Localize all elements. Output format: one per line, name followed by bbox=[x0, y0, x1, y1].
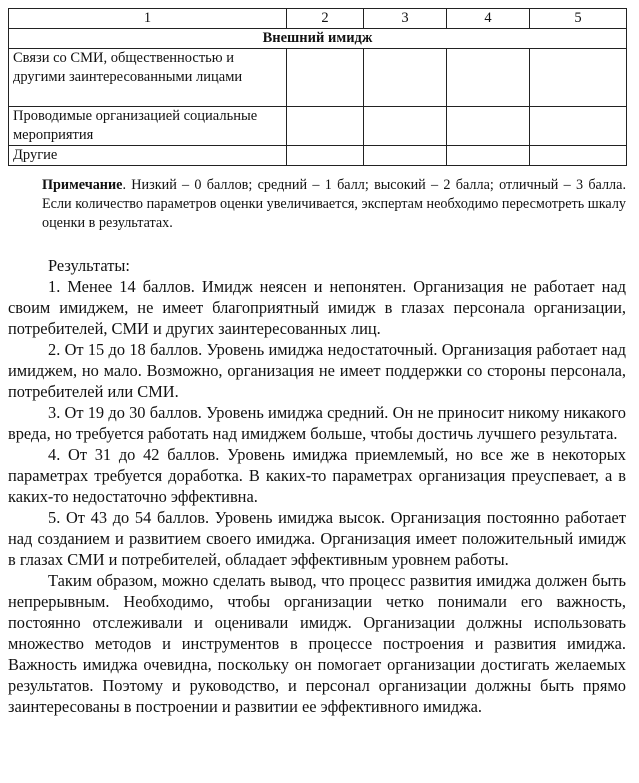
table-cell bbox=[364, 107, 447, 146]
evaluation-table bbox=[8, 8, 627, 166]
table-cell bbox=[447, 49, 530, 107]
results-heading: Результаты: bbox=[48, 256, 130, 275]
result-item: 5. От 43 до 54 баллов. Уровень имиджа высок. Организация постоянно работает над созданием и развитием своего имиджа. Организация имеет положительный имидж в глазах СМИ и потребителей, обладает эффективным уровнем работы. bbox=[8, 508, 626, 569]
table-row bbox=[9, 146, 627, 166]
note-text: . Низкий – 0 баллов; средний – 1 балл; высокий – 2 балла; отличный – 3 балла. Если количество параметров оценки увеличивается, экспертам необходимо пересмотреть шкалу оценки в результатах. bbox=[42, 177, 626, 231]
table-cell bbox=[447, 146, 530, 166]
table-cell bbox=[447, 107, 530, 146]
row-label: Проводимые организацией социальные мероприятия bbox=[9, 107, 287, 146]
row-label: Другие bbox=[9, 146, 287, 166]
table-row bbox=[9, 49, 627, 107]
column-header: 3 bbox=[364, 9, 447, 29]
row-label: Связи со СМИ, общественностью и другими заинтересованными лицами bbox=[9, 49, 287, 107]
table-cell bbox=[364, 146, 447, 166]
table-header-row bbox=[9, 9, 627, 29]
results-section bbox=[8, 255, 626, 717]
table-cell bbox=[287, 146, 364, 166]
column-header: 5 bbox=[530, 9, 627, 29]
document-page bbox=[8, 8, 626, 717]
table-section-row bbox=[9, 29, 627, 49]
table-cell bbox=[530, 49, 627, 107]
result-item: 2. От 15 до 18 баллов. Уровень имиджа недостаточный. Организация работает над имиджем, но мало. Возможно, организация не имеет поддержки со стороны персонала, потребителей или СМИ. bbox=[8, 340, 626, 401]
column-header: 2 bbox=[287, 9, 364, 29]
table-cell bbox=[364, 49, 447, 107]
table-note bbox=[8, 176, 626, 233]
section-title: Внешний имидж bbox=[9, 29, 627, 49]
table-row bbox=[9, 107, 627, 146]
table-cell bbox=[287, 107, 364, 146]
result-item: 3. От 19 до 30 баллов. Уровень имиджа средний. Он не приносит никому никакого вреда, но требуется работать над имиджем больше, чтобы достичь лучшего результата. bbox=[8, 403, 626, 443]
table-cell bbox=[530, 146, 627, 166]
table-cell bbox=[530, 107, 627, 146]
result-item: 1. Менее 14 баллов. Имидж неясен и непонятен. Организация не работает над своим имиджем, не имеет благоприятный имидж в глазах персонала организации, потребителей, СМИ и других заинтересованных лиц. bbox=[8, 277, 626, 338]
table-cell bbox=[287, 49, 364, 107]
column-header: 1 bbox=[9, 9, 287, 29]
result-item: 4. От 31 до 42 баллов. Уровень имиджа приемлемый, но все же в некоторых параметрах требуется доработка. В каких-то параметрах организация преуспевает, а в каких-то недостаточно эффективна. bbox=[8, 445, 626, 506]
conclusion-paragraph: Таким образом, можно сделать вывод, что процесс развития имиджа должен быть непрерывным. Необходимо, чтобы организации четко понимали его важность, постоянно отслеживали и оценивали имидж. Организации должны использовать множество методов и инструментов в процессе построения и развития имиджа. Важность имиджа очевидна, поскольку он помогает организации достигать желаемых результатов. Поэтому и руководство, и персонал организации должны быть прямо заинтересованы в построении и развитии ее эффективного имиджа. bbox=[8, 571, 626, 716]
column-header: 4 bbox=[447, 9, 530, 29]
note-label: Примечание bbox=[42, 177, 123, 193]
